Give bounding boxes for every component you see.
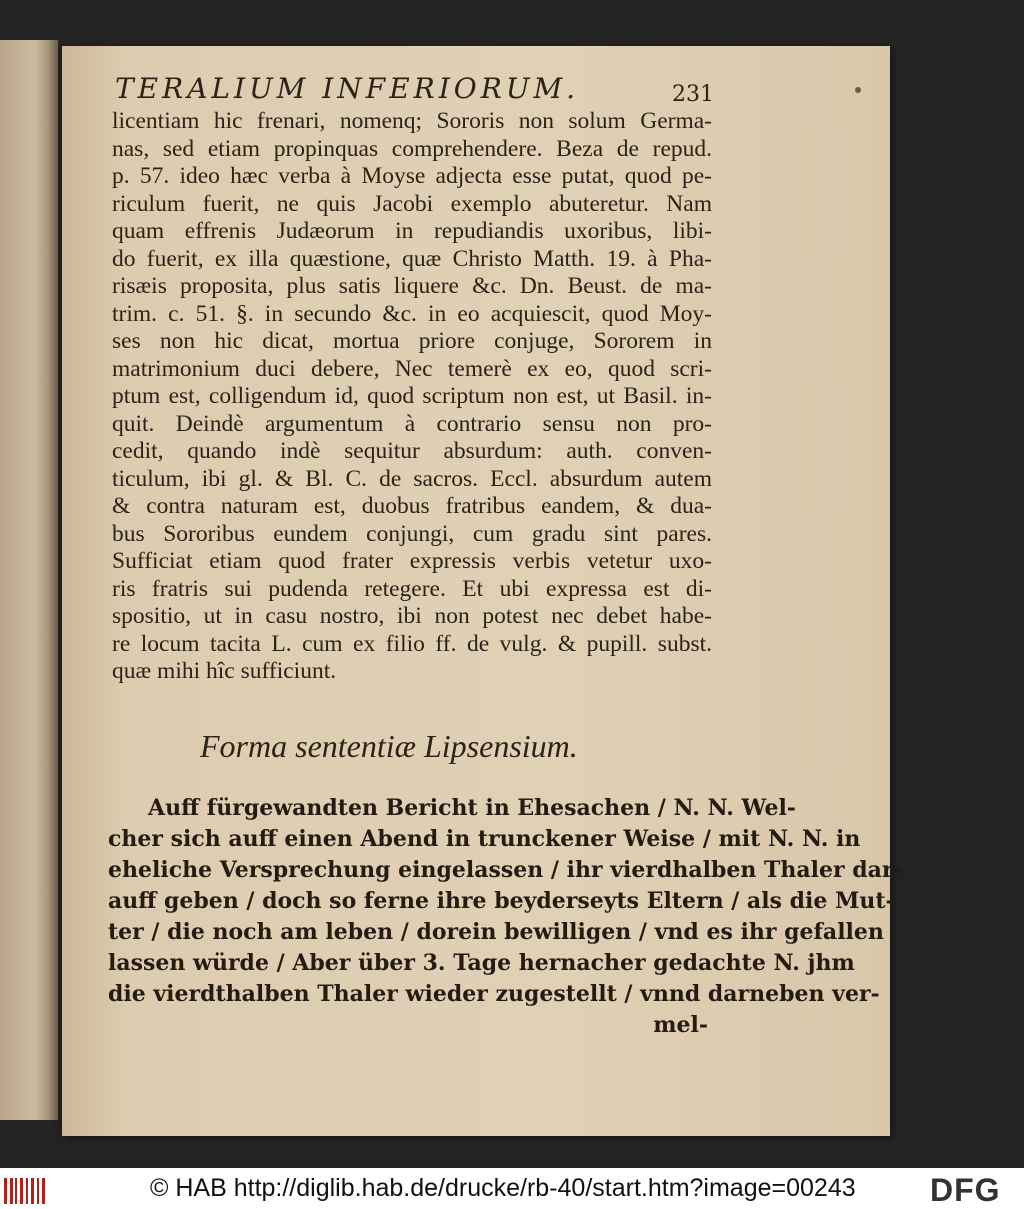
text-line: re locum tacita L. cum ex filio ff. de vulg. & pupill. subst. [112, 630, 712, 657]
text-line: Auff fürgewandten Bericht in Ehesachen / N. N. Wel- [148, 795, 796, 821]
section-heading: Forma sententiæ Lipsensium. [200, 728, 578, 764]
running-head: TERALIUM INFERIORUM. [115, 72, 580, 105]
text-line: nas, sed etiam propinquas comprehendere. Beza de repud. [112, 135, 712, 162]
text-line: do fuerit, ex illa quæstione, quæ Christo Matth. 19. à Pha- [112, 245, 712, 272]
text-line: cedit, quando indè sequitur absurdum: auth. conven- [112, 438, 712, 464]
text-line: ses non hic dicat, mortua priore conjuge, Sororem in [112, 328, 712, 354]
text-line: trim. c. 51. §. in secundo &c. in eo acquiescit, quod Moy- [112, 300, 712, 327]
text-line: & contra naturam est, duobus fratribus eandem, & dua- [112, 493, 712, 519]
text-line: licentiam hic frenari, nomenq; Sororis non solum Germa- [112, 108, 712, 134]
text-line: ter / die noch am leben / dorein bewilligen / vnd es ihr gefallen [108, 919, 884, 945]
text-line: p. 57. ideo hæc verba à Moyse adjecta esse putat, quod pe- [112, 163, 712, 189]
latin-text-block [112, 108, 712, 686]
dfg-logo: DFG [930, 1172, 1001, 1208]
text-line: quæ mihi hîc sufficiunt. [112, 658, 337, 684]
text-line: quam effrenis Judæorum in repudiandis uxoribus, libi- [112, 218, 712, 244]
text-line: quit. Deindè argumentum à contrario sensu non pro- [112, 410, 712, 437]
text-line: auff geben / doch so ferne ihre beyderseyts Eltern / als die Mut- [108, 888, 895, 914]
copyright-url[interactable]: © HAB http://diglib.hab.de/drucke/rb-40/start.htm?image=00243 [150, 1174, 856, 1202]
page-number: 231 [672, 82, 714, 107]
text-line: risæis proposita, plus satis liquere &c. Dn. Beust. de ma- [112, 273, 712, 299]
paper-blemish [855, 87, 861, 93]
text-line: lassen würde / Aber über 3. Tage hernacher gedachte N. jhm [108, 950, 855, 976]
catchword: mel- [653, 1012, 708, 1038]
hab-barcode-logo-icon [4, 1178, 48, 1204]
text-line: bus Sororibus eundem conjungi, cum gradu sint pares. [112, 520, 712, 547]
text-line: riculum fuerit, ne quis Jacobi exemplo abuteretur. Nam [112, 190, 712, 217]
text-line: eheliche Versprechung eingelassen / ihr vierdhalben Thaler dar- [108, 857, 903, 883]
text-line: matrimonium duci debere, Nec temerè ex eo, quod scri- [112, 355, 712, 382]
text-line: cher sich auff einen Abend in trunckener Weise / mit N. N. in [108, 826, 861, 852]
text-line: ris fratris sui pudenda retegere. Et ubi expressa est di- [112, 575, 712, 602]
german-text-block [108, 793, 903, 1041]
text-line: ticulum, ibi gl. & Bl. C. de sacros. Eccl. absurdum autem [112, 465, 712, 492]
text-line: Sufficiat etiam quod frater expressis verbis vetetur uxo- [112, 548, 712, 574]
text-line: ptum est, colligendum id, quod scriptum non est, ut Basil. in- [112, 383, 712, 409]
text-line: spositio, ut in casu nostro, ibi non potest nec debet habe- [112, 603, 712, 629]
text-line: die vierdthalben Thaler wieder zugestellt / vnnd darneben ver- [108, 981, 880, 1007]
